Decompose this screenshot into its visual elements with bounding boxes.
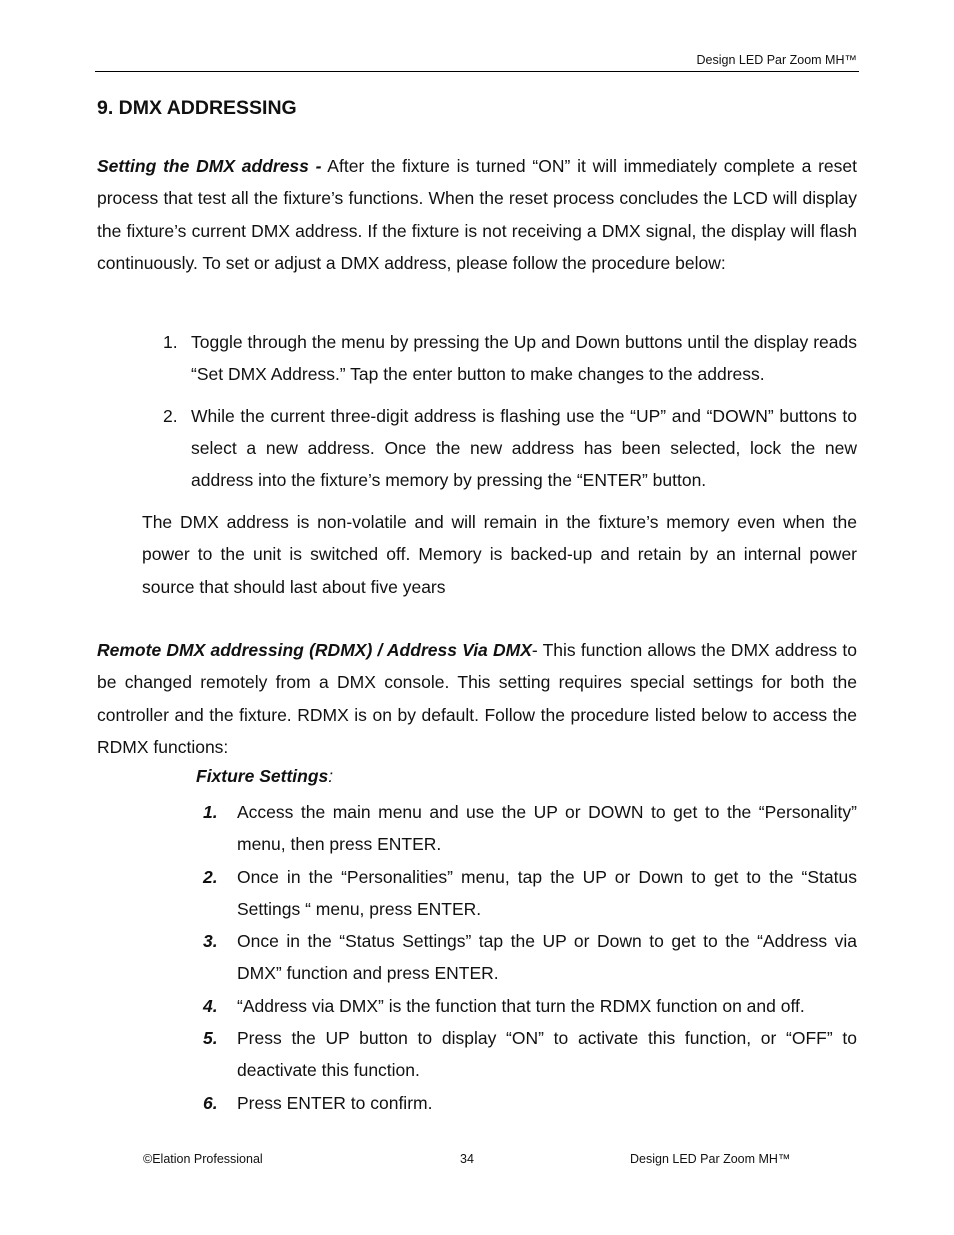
step-number: 2. xyxy=(163,405,178,426)
fixture-settings-colon: : xyxy=(328,766,334,786)
running-header: Design LED Par Zoom MH™ xyxy=(696,53,857,67)
list-item xyxy=(163,326,857,391)
step-text: Press the UP button to display “ON” to activate this function, or “OFF” to deactivate this function. xyxy=(237,1028,857,1081)
dmx-address-text: After the fixture is turned “ON” it will immediately complete a reset process that test all the fixture’s functions. When the reset process concludes the LCD will display the fixture’s current DMX address. If the fixture is not receiving a DMX signal, the display will flash continuously. To set or adjust a DMX address, please follow the procedure below: xyxy=(97,156,857,273)
step-number: 2. xyxy=(203,866,218,887)
list-item xyxy=(203,925,857,990)
step-text: Access the main menu and use the UP or DOWN to get to the “Personality” menu, then press ENTER. xyxy=(237,802,857,855)
step-text: Once in the “Status Settings” tap the UP or Down to get to the “Address via DMX” function and press ENTER. xyxy=(237,931,857,984)
list-item xyxy=(203,1022,857,1087)
step-number: 1. xyxy=(203,802,218,822)
step-text: Once in the “Personalities” menu, tap the UP or Down to get to the “Status Settings “ menu, press ENTER. xyxy=(237,866,857,919)
footer-copyright: ©Elation Professional xyxy=(143,1152,263,1166)
step-text: Toggle through the menu by pressing the Up and Down buttons until the display reads “Set DMX Address.” Tap the enter button to make changes to the address. xyxy=(191,332,857,385)
list-item xyxy=(203,990,857,1022)
step-number: 6. xyxy=(203,1092,218,1113)
footer-page-number: 34 xyxy=(460,1152,474,1166)
step-number: 4. xyxy=(203,995,218,1016)
list-item xyxy=(163,400,857,497)
list-item xyxy=(203,796,857,861)
step-text: Press ENTER to confirm. xyxy=(237,1092,433,1113)
rdmx-text: - This function allows the DMX address to be changed remotely from a DMX console. This setting requires special settings for both the controller and the fixture. RDMX is on by default. Follow the procedure listed below to access the RDMX functions: xyxy=(97,640,857,757)
header-rule xyxy=(95,71,859,72)
rdmx-steps xyxy=(203,796,857,1119)
dmx-address-intro xyxy=(97,150,857,279)
dmx-address-steps xyxy=(163,326,857,496)
fixture-settings-label: Fixture Settings xyxy=(196,766,329,786)
step-number: 3. xyxy=(203,931,218,952)
dmx-address-note: The DMX address is non-volatile and will remain in the fixture’s memory even when the power to the unit is switched off. Memory is backed-up and retain by an internal power source that should last about five years xyxy=(142,512,857,597)
fixture-settings-heading xyxy=(196,766,333,787)
footer-product: Design LED Par Zoom MH™ xyxy=(630,1152,791,1166)
step-number: 1. xyxy=(163,332,178,352)
rdmx-lead: Remote DMX addressing (RDMX) / Address Via DMX xyxy=(97,640,532,660)
step-text: While the current three-digit address is flashing use the “UP” and “DOWN” buttons to select a new address. Once the new address has been selected, lock the new address into the fixture’s memory by pressing the “ENTER” button. xyxy=(191,405,857,491)
list-item xyxy=(203,861,857,926)
step-text: “Address via DMX” is the function that turn the RDMX function on and off. xyxy=(237,995,805,1016)
list-item xyxy=(203,1087,857,1119)
step-number: 5. xyxy=(203,1028,218,1049)
dmx-address-lead: Setting the DMX address - xyxy=(97,156,322,176)
rdmx-intro xyxy=(97,634,857,763)
section-title: 9. DMX ADDRESSING xyxy=(97,97,297,119)
